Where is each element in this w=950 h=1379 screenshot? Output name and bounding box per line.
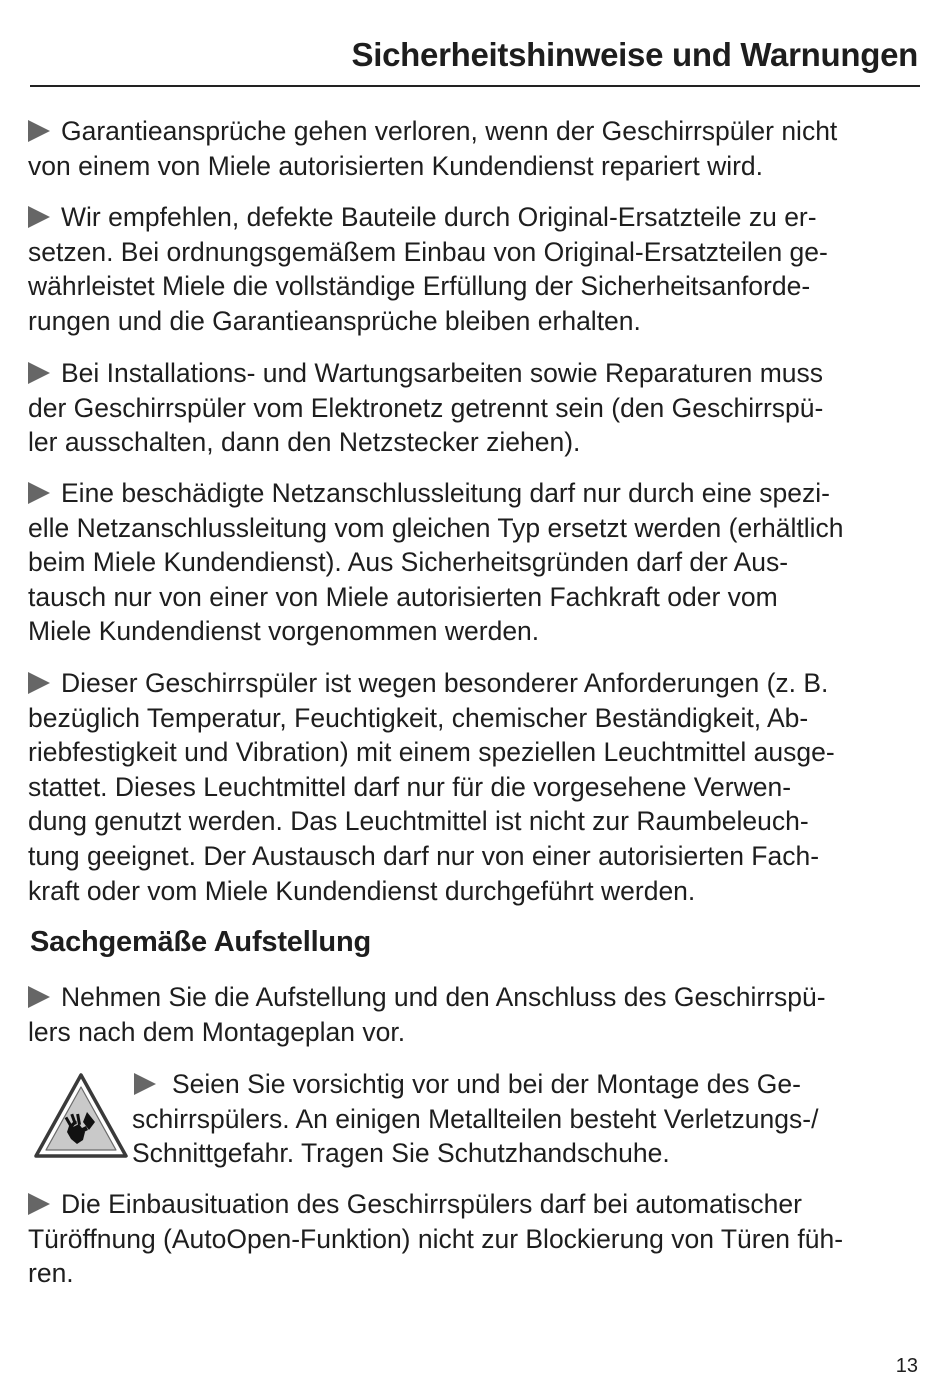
text-line-content: Dieser Geschirrspüler ist wegen besonderer Anforderungen (z. B.	[61, 668, 829, 698]
text-line	[28, 1187, 928, 1222]
text-line: Schnittgefahr. Tragen Sie Schutzhandschuhe.	[132, 1138, 670, 1169]
bullet-triangle-icon	[28, 986, 50, 1008]
text-line: bezüglich Temperatur, Feuchtigkeit, chemischer Beständigkeit, Ab-	[28, 702, 809, 733]
text-line: schirrspülers. An einigen Metallteilen besteht Verletzungs-/	[132, 1103, 819, 1134]
text-line	[28, 356, 928, 391]
bullet-triangle-icon	[28, 206, 50, 228]
text-line-content: Bei Installations- und Wartungsarbeiten sowie Reparaturen muss	[61, 358, 824, 388]
text-line: von einem von Miele autorisierten Kundendienst repariert wird.	[28, 150, 764, 181]
bullet-triangle-icon	[28, 672, 50, 694]
text-line: kraft oder vom Miele Kundendienst durchgeführt werden.	[28, 875, 696, 906]
safety-paragraph	[28, 356, 928, 460]
text-line-content: Wir empfehlen, defekte Bauteile durch Original-Ersatzteile zu er-	[61, 202, 817, 232]
text-line: lers nach dem Montageplan vor.	[28, 1016, 406, 1047]
text-line	[28, 200, 928, 235]
installation-paragraph	[28, 980, 928, 1049]
text-line: Türöffnung (AutoOpen-Funktion) nicht zur Blockierung von Türen füh-	[28, 1223, 844, 1254]
text-line	[28, 476, 928, 511]
safety-paragraph	[28, 200, 928, 338]
text-line: währleistet Miele die vollständige Erfüllung der Sicherheitsanforde-	[28, 271, 811, 302]
text-line	[28, 114, 928, 149]
bullet-triangle-icon	[134, 1073, 156, 1095]
text-line: beim Miele Kundendienst). Aus Sicherheitsgründen darf der Aus-	[28, 547, 789, 578]
safety-paragraph	[28, 666, 928, 908]
text-line: ren.	[28, 1258, 74, 1289]
bullet-triangle-icon	[28, 120, 50, 142]
text-line: Miele Kundendienst vorgenommen werden.	[28, 616, 540, 647]
header-divider	[30, 85, 920, 87]
page-header-title: Sicherheitshinweise und Warnungen	[351, 36, 918, 73]
bullet-triangle-icon	[28, 362, 50, 384]
text-line	[132, 1067, 932, 1102]
text-line-content: Seien Sie vorsichtig vor und bei der Montage des Ge-	[172, 1069, 801, 1099]
bullet-triangle-icon	[28, 482, 50, 504]
safety-paragraph	[28, 476, 928, 649]
text-line	[28, 666, 928, 701]
text-line: tung geeignet. Der Austausch darf nur von einer autorisierten Fach-	[28, 840, 820, 871]
page-number: 13	[895, 1355, 918, 1377]
text-line-content: Garantieansprüche gehen verloren, wenn der Geschirrspüler nicht	[61, 116, 838, 146]
text-line: dung genutzt werden. Das Leuchtmittel ist nicht zur Raumbeleuch-	[28, 806, 809, 837]
text-line: tausch nur von einer von Miele autorisierten Fachkraft oder vom	[28, 581, 778, 612]
text-line-content: Die Einbausituation des Geschirrspülers darf bei automatischer	[61, 1189, 802, 1219]
text-line: rungen und die Garantieansprüche bleiben erhalten.	[28, 305, 641, 336]
text-line: elle Netzanschlussleitung vom gleichen Typ ersetzt werden (erhältlich	[28, 512, 844, 543]
safety-paragraph	[28, 114, 928, 183]
text-line: stattet. Dieses Leuchtmittel darf nur für die vorgesehene Verwen-	[28, 771, 792, 802]
text-line	[28, 980, 928, 1015]
text-line-content: Nehmen Sie die Aufstellung und den Anschluss des Geschirrspü-	[61, 982, 826, 1012]
hand-injury-warning-icon	[33, 1072, 129, 1160]
text-line: riebfestigkeit und Vibration) mit einem speziellen Leuchtmittel ausge-	[28, 737, 835, 768]
text-line: setzen. Bei ordnungsgemäßem Einbau von Original-Ersatzteilen ge-	[28, 236, 828, 267]
text-line: der Geschirrspüler vom Elektronetz getrennt sein (den Geschirrspü-	[28, 392, 824, 423]
installation-paragraph	[28, 1187, 928, 1291]
text-line: ler ausschalten, dann den Netzstecker ziehen).	[28, 427, 581, 458]
text-line-content: Eine beschädigte Netzanschlussleitung darf nur durch eine spezi-	[61, 478, 830, 508]
bullet-triangle-icon	[28, 1193, 50, 1215]
installation-warning-paragraph	[132, 1067, 932, 1171]
section-heading: Sachgemäße Aufstellung	[30, 926, 371, 958]
